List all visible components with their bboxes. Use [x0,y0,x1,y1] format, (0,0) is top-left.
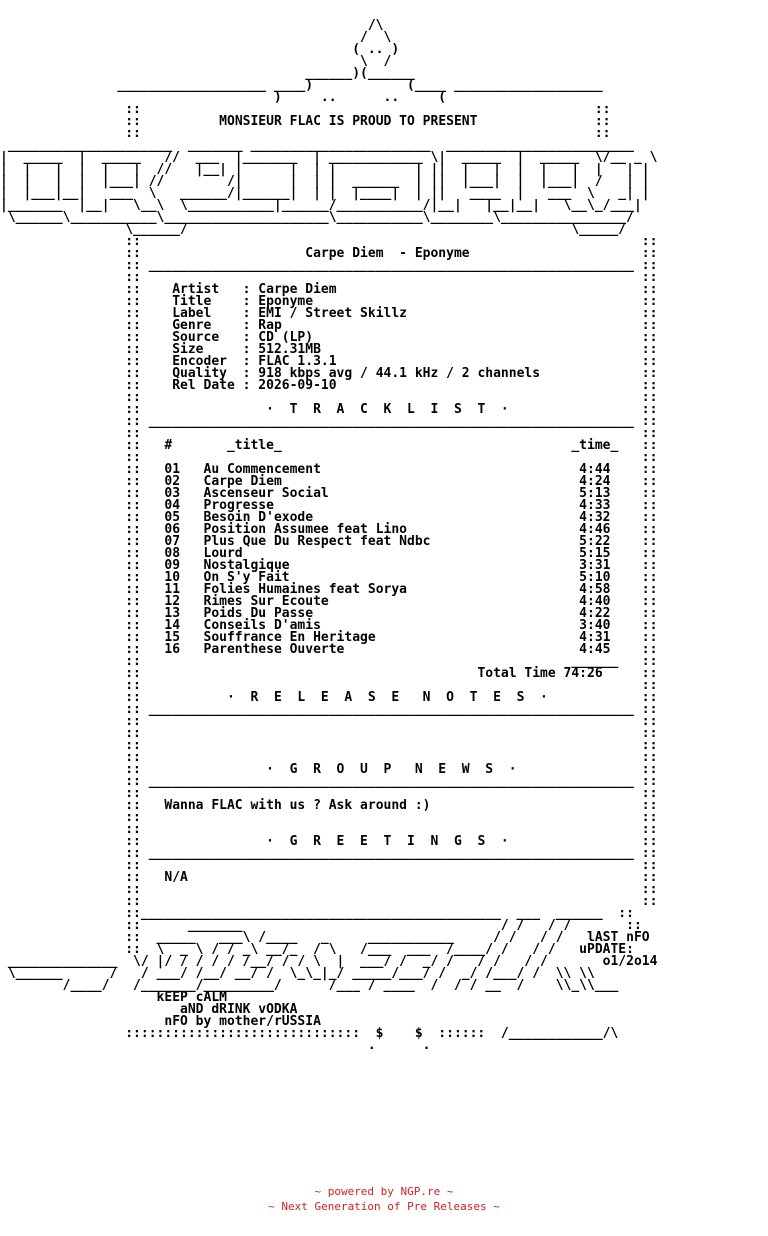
info-row: Encoder : FLAC 1.3.1 [148,354,634,369]
track-row: 06 Position Assumee feat Lino 4:46 [148,522,634,537]
tracklist-columns: # _title_ _time_ [148,438,634,453]
release-notes-text [149,726,634,741]
logo-art: :: :: _____________________ _______ _______________________ ________________________ | _____ | _____ // ___ |_______ | ____________ \| _____ | _____ \/__ _ \ | | | | | | // |__| | | | | | || | | | | | | | | | | | | |___| // /| | | | ______ | || |___| | |___| / | | | |___|__| ___ \ ______/|______| | | |____| | || ____ | ___ \ _| | |_______ |__| \__\ \___________|______/___________/|__| |__|__| \__\_/___| \______\___________\_____________________\___________\________\________________/ \______/ \_____/ [0,126,658,237]
track-row: 05 Besoin D'exode 4:32 [148,510,634,525]
greetings-text: N/A [148,870,634,885]
signoff-line: kEEP cALM [156,990,227,1005]
track-row: 14 Conseils D'amis 3:40 [148,618,634,633]
info-row: Source : CD (LP) [148,330,634,345]
track-row: 02 Carpe Diem 4:24 [148,474,634,489]
info-row: Size : 512.31MB [148,342,634,357]
track-row: 09 Nostalgique 3:31 [148,558,634,573]
total-time: Total Time 74:26 [148,666,634,681]
track-row: 08 Lourd 5:15 [148,546,634,561]
group-news-text: Wanna FLAC with us ? Ask around :) [148,798,634,813]
info-row: Title : Eponyme [148,294,634,309]
greetings-heading: · G R E E T I N G S · [148,834,634,849]
track-row: 10 On S'y Fait 5:10 [148,570,634,585]
signoff-line: aND dRINK vODKA [180,1002,298,1017]
track-row: 16 Parenthese Ouverte 4:45 [148,642,634,657]
group-news-heading: · G R O U P N E W S · [148,762,634,777]
track-row: 01 Au Commencement 4:44 [148,462,634,477]
presenter-line: MONSIEUR FLAC IS PROUD TO PRESENT [219,114,478,129]
footer-powered-by: ~ powered by NGP.re ~ [314,1185,454,1198]
footer [0,1184,768,1214]
footer-tagline: ~ Next Generation of Pre Releases ~ [268,1200,500,1213]
info-row: Artist : Carpe Diem [148,282,634,297]
tracklist-heading: · T R A C K L I S T · [148,402,634,417]
track-row: 15 Souffrance En Heritage 4:31 [148,630,634,645]
nfo-text: /\ / \ ( .. ) \ / ______)(______ ___________________ ____) (____ ___________________ ) .. .. ( :: :: :: MONSIEUR FLAC IS PROUD TO PRESENT :: :: :: _____________________ _______ _______________________ ________________________ | _____ | _____ // ___ |_______ | ____________ \| _____ | _____ \/__ _ \ | | | | | | // |__| | | | | | || | | | | | | | | | | | | |___| // /| | | | ______ | || |___| | |___| / | | | |___|__| ___ \ ______/|______| | | |____| | || ____ | ___ \ _| | |_______ |__| \__\ \___________|______/___________/|__| |__|__| \__\_/___| \______\___________\_____________________\___________\________\________________/ \______/ \_____/ :: :: :: Carpe Diem - Eponyme :: :: ______________________________________________________________ :: :: :: :: Artist : Carpe Diem :: :: Title : Eponyme :: :: Label : EMI / Street Skillz :: :: Genre : Rap :: :: Source : CD (LP) :: :: Size : 512.31MB :: :: Encoder : FLAC 1.3.1 :: :: Quality : 918 kbps avg / 44.1 kHz / 2 channels :: :: Rel Date : 2026-09-10 :: :: :: :: · T R A C K L I S T · :: :: ______________________________________________________________ :: :: :: :: # _title_ _time_ :: :: :: :: 01 Au Commencement 4:44 :: :: 02 Carpe Diem 4:24 :: :: 03 Ascenseur Social 5:13 :: :: 04 Progresse 4:33 :: :: 05 Besoin D'exode 4:32 :: :: 06 Position Assumee feat Lino 4:46 :: :: 07 Plus Que Du Respect feat Ndbc 5:22 :: :: 08 Lourd 5:15 :: :: 09 Nostalgique 3:31 :: :: 10 On S'y Fait 5:10 :: :: 11 Folies Humaines feat Sorya 4:58 :: :: 12 Rimes Sur Ecoute 4:40 :: :: 13 Poids Du Passe 4:22 :: :: 14 Conseils D'amis 3:40 :: :: 15 Souffrance En Heritage 4:31 :: :: 16 Parenthese Ouverte 4:45 :: :: ______ :: :: Total Time 74:26 :: :: :: :: · R E L E A S E N O T E S · :: :: ______________________________________________________________ :: :: :: :: :: :: :: :: :: :: · G R O U P N E W S · :: :: ______________________________________________________________ :: :: :: :: Wanna FLAC with us ? Ask around :) :: :: :: :: :: :: · G R E E T I N G S · :: :: ______________________________________________________________ :: :: :: :: N/A :: :: :: :: :: ::______________________________________________ ___ ______ :: :: _______ / / / / :: :: _____ ___\ /____ _ ___________ / / / / lAST nFO :: \ _ \ / / _\ __/_ / \ /___ ___ /____/ / / / uPDATE: ______________ \/ |/ / / / / /__/ / / \ | ___/ / _/ / / / / / o1/2o14 \______ / / ___/ /__/ __/ / \_\_|_/ _____/___/ / _/ /___/ / \\ \\ /____/ /_______/_________/ /___ / ____ / / / __ / \\_\\___ kEEP cALM aND dRINK vODKA nFO by mother/rUSSIA :::::::::::::::::::::::::::::: $ $ :::::: /____________/\ . . [0,18,658,1053]
footer-art: ::______________________________________________ ___ ______ :: :: _______ / / / / :: :: _____ ___\ /____ _ ___________ / / / / lAST nFO :: \ _ \ / / _\ __/_ / \ /___ ___ /____/ / / / uPDATE: ______________ \/ |/ / / / / /__/ / / \ | ___/ / _/ / / / / / o1/2o14 \______ / / ___/ /__/ __/ / \_\_|_/ _____/___/ / _/ /___/ / \\ \\ /____/ /_______/_________/ /___ / ____ / / / __ / \\_\\___ [7,906,658,993]
release-header: Carpe Diem - Eponyme [148,246,634,261]
info-row: Rel Date : 2026-09-10 [148,378,634,393]
track-row: 12 Rimes Sur Ecoute 4:40 [148,594,634,609]
header-art: /\ / \ ( .. ) \ / ______)(______ ___________________ ____) (____ ___________________ ) .. .. ( :: :: :: [117,18,611,129]
track-row: 07 Plus Que Du Respect feat Ndbc 5:22 [148,534,634,549]
info-row: Quality : 918 kbps avg / 44.1 kHz / 2 channels [148,366,634,381]
release-notes-heading: · R E L E A S E N O T E S · [148,690,634,705]
track-row: 04 Progresse 4:33 [148,498,634,513]
track-row: 03 Ascenseur Social 5:13 [148,486,634,501]
footer-tail-art: :::::::::::::::::::::::::::::: $ $ :::::: /____________/\ . . [125,1026,619,1053]
track-row: 11 Folies Humaines feat Sorya 4:58 [148,582,634,597]
signoff-line: nFO by mother/rUSSIA [164,1014,321,1029]
info-row: Genre : Rap [148,318,634,333]
info-row: Label : EMI / Street Skillz [148,306,634,321]
track-row: 13 Poids Du Passe 4:22 [148,606,634,621]
